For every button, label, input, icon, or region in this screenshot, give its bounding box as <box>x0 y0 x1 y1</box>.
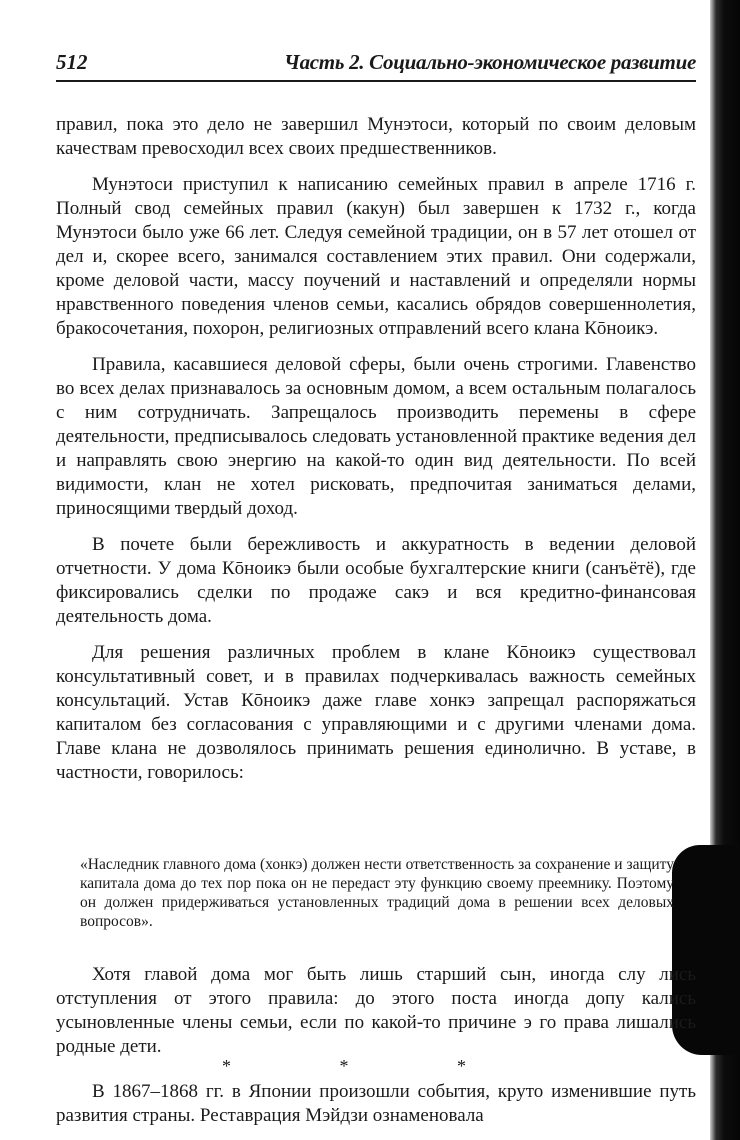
paragraph: Для решения различных проблем в клане Кōноикэ существовал консультативный совет, и в правилах подчеркивалась важность семейных консультаций. Устав Кōноикэ даже главе хонкэ запрещал распоряжаться капиталом без согласования с управляющими и с другими членами дома. Главе клана не дозволялось принимать решения единолично. В уставе, в частности, говорилось: <box>56 642 696 783</box>
paragraph: правил, пока это дело не завершил Мунэтоси, который по своим деловым качествам превосходил всех своих предшественников. <box>56 114 696 159</box>
paragraph: Хотя главой дома мог быть лишь старший сын, иногда слу лись отступления от этого правила: до этого поста иногда допу кались усыновленные члены семьи, если по какой-то причине э го права лишались родные дети. <box>56 964 696 1057</box>
header-rule <box>56 80 696 82</box>
paragraph: Правила, касавшиеся деловой сферы, были очень строгими. Главенство во всех делах признавалось за основным домом, а всем остальным полагалось с ним сотрудничать. Запрещалось производить перемены в сфере деятельности, предписывалось следовать установленной практике ведения дел и направлять свою энергию на какой-то один вид деятельности. По всей видимости, клан не хотел рисковать, предпочитая заниматься делами, приносящими твердый доход. <box>56 354 696 519</box>
page-header <box>56 48 696 82</box>
closing-text <box>56 1080 696 1128</box>
section-separator: * * * <box>222 1056 518 1076</box>
block-quote: «Наследник главного дома (хонкэ) должен нести ответственность за сохранение и защиту капитала дома до тех пор пока он не передаст эту функцию своему преемнику. Поэтому он должен придерживаться установленных традиций дома в решении всех деловых вопросов». <box>80 856 674 930</box>
paragraph: Мунэтоси приступил к написанию семейных правил в апреле 1716 г. Полный свод семейных правил (какун) был завершен к 1732 г., когда Мунэтоси было уже 66 лет. Следуя семейной традиции, он в 57 лет отошел от дел и, скорее всего, занимался составлением этих правил. Они содержали, кроме деловой части, массу поучений и наставлений и определяли нормы нравственного поведения членов семьи, касались обрядов совершеннолетия, бракосочетания, похорон, религиозных отправлений всего клана Кōноикэ. <box>56 174 696 339</box>
after-quote-text <box>56 963 696 1071</box>
running-head: Часть 2. Социально-экономическое развитие <box>284 50 696 74</box>
paragraph: В 1867–1868 гг. в Японии произошли события, круто изменившие путь развития страны. Реставрация Мэйдзи ознаменовала <box>56 1081 696 1126</box>
page-number: 512 <box>56 50 88 74</box>
paragraph: В почете были бережливость и аккуратность в ведении деловой отчетности. У дома Кōноикэ были особые бухгалтерские книги (санъётё), где фиксировались сделки по продаже сакэ и вся кредитно-финансовая деятельность дома. <box>56 534 696 627</box>
main-text <box>56 113 696 797</box>
